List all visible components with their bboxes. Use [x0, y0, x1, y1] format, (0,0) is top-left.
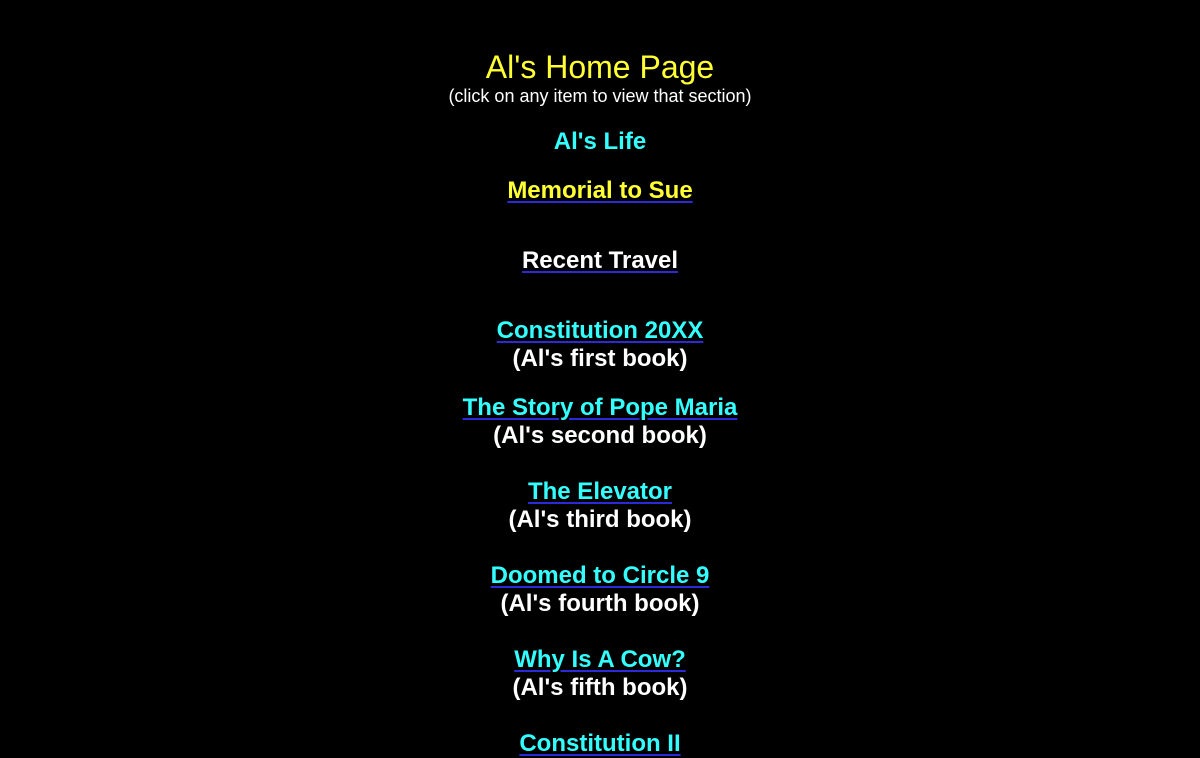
- book4-entry: [0, 562, 1200, 590]
- page-subtitle: (click on any item to view that section): [448, 86, 752, 106]
- book4-note: (Al's fourth book): [500, 590, 700, 617]
- link-als-life[interactable]: Al's Life: [553, 128, 647, 155]
- link-constitution-ii[interactable]: Constitution II: [519, 730, 681, 757]
- link-doomed-to-circle-9[interactable]: Doomed to Circle 9: [490, 562, 710, 589]
- memorial-entry: [0, 177, 1200, 205]
- page-title: Al's Home Page: [485, 49, 715, 85]
- book6-entry: [0, 730, 1200, 758]
- book5-note: (Al's fifth book): [512, 674, 688, 701]
- book3-entry: [0, 478, 1200, 506]
- link-story-of-pope-maria[interactable]: The Story of Pope Maria: [462, 394, 738, 421]
- book2-note: (Al's second book): [493, 422, 707, 449]
- book1-note: (Al's first book): [512, 345, 688, 372]
- travel-entry: [0, 247, 1200, 275]
- life-entry: [0, 128, 1200, 156]
- book2-entry: [0, 394, 1200, 422]
- link-the-elevator[interactable]: The Elevator: [527, 478, 673, 505]
- book1-entry: [0, 317, 1200, 345]
- book3-note: (Al's third book): [508, 506, 692, 533]
- link-why-is-a-cow[interactable]: Why Is A Cow?: [514, 646, 686, 673]
- link-constitution-20xx[interactable]: Constitution 20XX: [496, 317, 704, 344]
- link-memorial-to-sue[interactable]: Memorial to Sue: [507, 177, 693, 204]
- link-recent-travel[interactable]: Recent Travel: [521, 247, 679, 274]
- book5-entry: [0, 646, 1200, 674]
